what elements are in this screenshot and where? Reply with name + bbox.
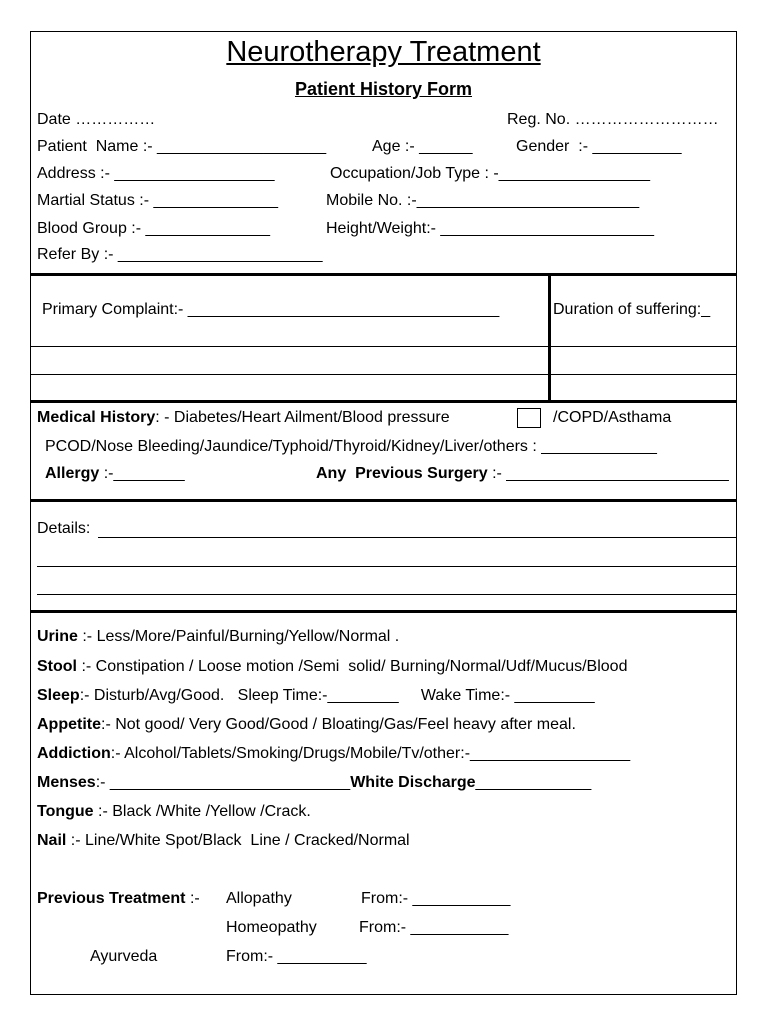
- details-label: Details:: [37, 520, 91, 537]
- ayurveda-from-field[interactable]: From:- __________: [226, 948, 367, 965]
- age-field[interactable]: Age :- ______: [372, 138, 473, 155]
- blood-pressure-checkbox[interactable]: [517, 408, 541, 428]
- homeopathy-from-field[interactable]: From:- ___________: [359, 919, 509, 936]
- gender-field[interactable]: Gender :- __________: [516, 138, 682, 155]
- sleep-options: :- Disturb/Avg/Good. Sleep Time:-________ Wake Time:- _________: [79, 687, 595, 704]
- details-line[interactable]: [98, 537, 736, 538]
- previous-treatment-label-row: [37, 889, 200, 909]
- nail-label: Nail: [37, 832, 67, 849]
- previous-surgery-label: Any Previous Surgery: [316, 465, 488, 482]
- height-weight-field[interactable]: Height/Weight:- ________________________: [326, 220, 654, 237]
- addiction-field[interactable]: [37, 744, 630, 764]
- address-field[interactable]: Address :- __________________: [37, 165, 275, 182]
- primary-complaint-field[interactable]: Primary Complaint:- ___________________________________: [42, 301, 500, 318]
- appetite-field[interactable]: [37, 715, 576, 735]
- addiction-label: Addiction: [37, 745, 111, 762]
- column-divider: [548, 275, 551, 401]
- section-divider: [31, 273, 736, 276]
- allergy-label: Allergy: [45, 465, 100, 482]
- nail-field[interactable]: [37, 831, 410, 851]
- previous-treatment-label: Previous Treatment: [37, 890, 186, 907]
- appetite-label: Appetite: [37, 716, 101, 733]
- tongue-label: Tongue: [37, 803, 94, 820]
- medical-history-options: : - Diabetes/Heart Ailment/Blood pressure: [155, 409, 450, 426]
- previous-treatment-sep: :-: [185, 890, 200, 907]
- stool-field[interactable]: [37, 657, 627, 677]
- complaint-line: [31, 346, 736, 347]
- medical-history-label: Medical History: [37, 409, 156, 426]
- section-divider: [31, 400, 736, 403]
- allopathy-label: Allopathy: [226, 890, 292, 907]
- patient-history-form: [30, 31, 737, 995]
- details-line[interactable]: [37, 566, 736, 567]
- duration-field[interactable]: Duration of suffering:_: [553, 301, 711, 318]
- previous-surgery-value: :- _________________________: [487, 465, 729, 482]
- tongue-options: :- Black /White /Yellow /Crack.: [93, 803, 311, 820]
- medical-history-line1: [37, 408, 450, 428]
- stool-options: :- Constipation / Loose motion /Semi solid/ Burning/Normal/Udf/Mucus/Blood: [77, 658, 628, 675]
- homeopathy-label: Homeopathy: [226, 919, 317, 936]
- ayurveda-label: Ayurveda: [90, 948, 158, 965]
- appetite-options: :- Not good/ Very Good/Good / Bloating/Gas/Feel heavy after meal.: [101, 716, 576, 733]
- complaint-line: [31, 374, 736, 375]
- previous-surgery-field[interactable]: [316, 464, 729, 484]
- menses-field[interactable]: [37, 773, 591, 793]
- occupation-field[interactable]: Occupation/Job Type : -_________________: [330, 165, 650, 182]
- section-divider: [31, 499, 736, 502]
- urine-options: :- Less/More/Painful/Burning/Yellow/Normal .: [77, 628, 400, 645]
- date-field[interactable]: Date ……………: [37, 111, 156, 128]
- details-line[interactable]: [37, 594, 736, 595]
- addiction-options: :- Alcohol/Tablets/Smoking/Drugs/Mobile/Tv/other:-__________________: [110, 745, 631, 762]
- marital-status-field[interactable]: Martial Status :- ______________: [37, 192, 279, 209]
- urine-label: Urine: [37, 628, 78, 645]
- sleep-label: Sleep: [37, 687, 80, 704]
- tongue-field[interactable]: [37, 802, 311, 822]
- medical-history-options-end: /COPD/Asthama: [553, 409, 672, 426]
- patient-name-field[interactable]: Patient Name :- ___________________: [37, 138, 327, 155]
- medical-history-line2[interactable]: PCOD/Nose Bleeding/Jaundice/Typhoid/Thyroid/Kidney/Liver/others : _____________: [45, 438, 657, 455]
- mobile-no-field[interactable]: Mobile No. :-_________________________: [326, 192, 640, 209]
- section-divider: [31, 610, 736, 613]
- sleep-field[interactable]: [37, 686, 595, 706]
- form-title: Neurotherapy Treatment: [226, 36, 541, 68]
- stool-label: Stool: [37, 658, 77, 675]
- allopathy-from-field[interactable]: From:- ___________: [361, 890, 511, 907]
- allergy-value: :-________: [99, 465, 185, 482]
- menses-label: Menses: [37, 774, 96, 791]
- form-subtitle: Patient History Form: [294, 79, 473, 99]
- white-discharge-label: White Discharge: [350, 774, 476, 791]
- refer-by-field[interactable]: Refer By :- _______________________: [37, 246, 323, 263]
- white-discharge-value: _____________: [475, 774, 592, 791]
- nail-options: :- Line/White Spot/Black Line / Cracked/Normal: [66, 832, 410, 849]
- allergy-field[interactable]: [45, 464, 185, 484]
- urine-field[interactable]: [37, 627, 399, 647]
- reg-no-field[interactable]: Reg. No. ………………………: [507, 111, 719, 128]
- blood-group-field[interactable]: Blood Group :- ______________: [37, 220, 271, 237]
- menses-value: :- ___________________________: [95, 774, 351, 791]
